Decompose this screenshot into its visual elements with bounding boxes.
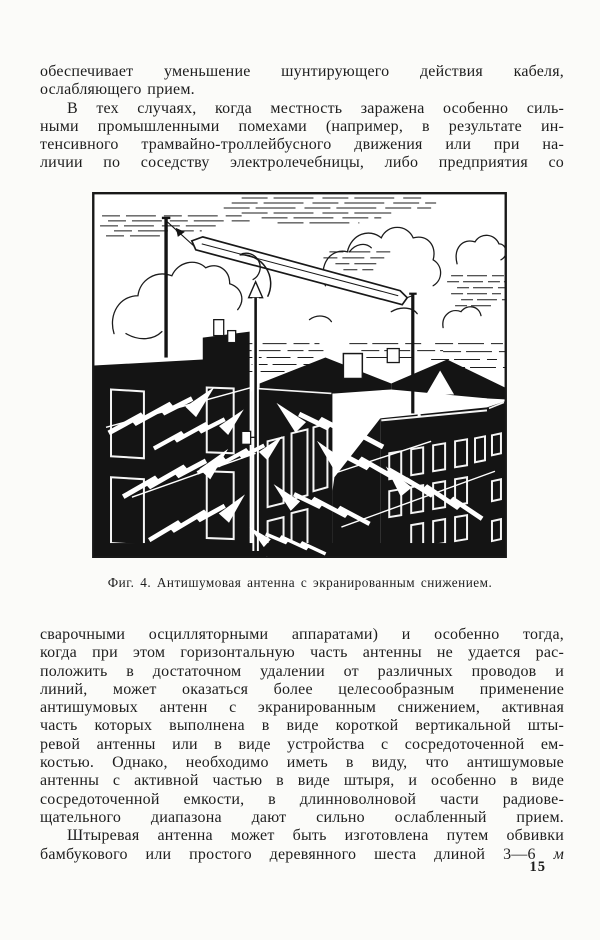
text-line: положить в достаточном удалении от различных проводов и bbox=[40, 662, 564, 680]
top-text-block bbox=[40, 63, 564, 173]
text-line: В тех случаях, когда местность заражена особенно силь- bbox=[67, 99, 564, 117]
text-line-main: бамбукового или простого деревянного шеста длиной 3—6 bbox=[40, 845, 536, 863]
unit-meters: м bbox=[553, 845, 564, 863]
text-line: антишумовых антенн с экранированным снижением, активная bbox=[40, 699, 564, 717]
text-line: костью. Однако, необходимо иметь в виду, что антишумовые bbox=[40, 754, 564, 772]
text-line bbox=[40, 846, 564, 864]
figure-caption: Фиг. 4. Антишумовая антенна с экранированным снижением. bbox=[107, 575, 493, 590]
text-line: когда при этом горизонтальную часть антенны не удается рас- bbox=[40, 644, 564, 662]
bottom-text-block bbox=[40, 626, 564, 864]
text-line: часть которых выполнена в виде короткой вертикальной шты- bbox=[40, 717, 564, 735]
text-line: сварочными осцилляторными аппаратами) и особенно тогда, bbox=[40, 626, 564, 643]
text-line: ослабляющего прием. bbox=[40, 81, 195, 99]
text-line: сосредоточенной емкости, в длинноволновой части радиове- bbox=[40, 790, 564, 808]
text-line: антенны с активной частью в виде штыря, и особенно в виде bbox=[40, 772, 564, 790]
text-line: обеспечивает уменьшение шунтирующего действия кабеля, bbox=[40, 63, 564, 80]
text-line: ными промышленными помехами (например, в результате ин- bbox=[40, 117, 564, 135]
figure-illustration bbox=[91, 192, 508, 558]
text-line: Штыревая антенна может быть изготовлена путем обвивки bbox=[67, 827, 564, 845]
text-line: тенсивного трамвайно-троллейбусного движения или при на- bbox=[40, 136, 564, 154]
text-line: ревой антенны или в виде устройства с сосредоточенной ем- bbox=[40, 735, 564, 753]
page-number: 15 bbox=[529, 859, 546, 875]
text-line: щательного диапазона дают сильно ослабленный прием. bbox=[40, 808, 564, 826]
text-line: личии по соседству электролечебницы, либо предприятия со bbox=[40, 154, 564, 172]
text-line: линий, может оказаться более целесообразным применение bbox=[40, 680, 564, 698]
center-building bbox=[255, 387, 333, 556]
